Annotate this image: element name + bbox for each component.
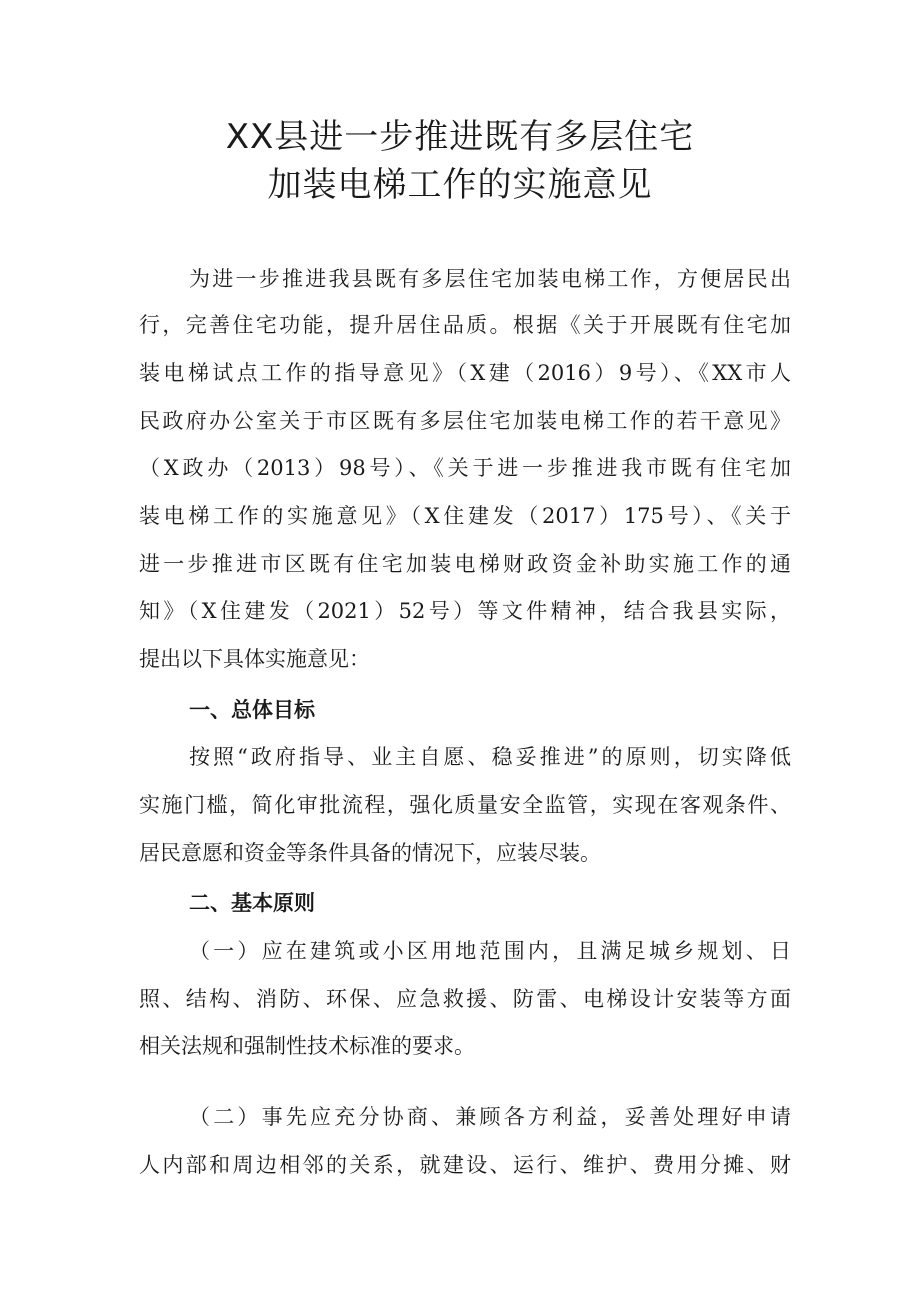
intro-line: 进一步推进市区既有住宅加装电梯财政资金补助实施工作的通 xyxy=(139,552,791,576)
section1-line: 按照“政府指导、业主自愿、稳妥推进”的原则，切实降低 xyxy=(189,745,791,769)
section2-item1-line: （一）应在建筑或小区用地范围内，且满足城乡规划、日 xyxy=(189,939,791,963)
intro-line: 民政府办公室关于市区既有多层住宅加装电梯工作的若干意见》 xyxy=(139,409,791,433)
intro-line: （X政办（2013）98号）、《关于进一步推进我市既有住宅加 xyxy=(139,456,791,480)
section1-line: 实施门槛，简化审批流程，强化质量安全监管，实现在客观条件、 xyxy=(139,793,791,817)
document-title-line-2: 加装电梯工作的实施意见 xyxy=(267,165,653,205)
intro-line: 行，完善住宅功能，提升居住品质。根据《关于开展既有住宅加 xyxy=(139,313,791,337)
intro-line: 提出以下具体实施意见： xyxy=(139,647,370,671)
intro-line: 装电梯试点工作的指导意见》（X建（2016）9号）、《XX市人 xyxy=(139,361,791,385)
section2-item2-line: 人内部和周边相邻的关系，就建设、运行、维护、费用分摊、财 xyxy=(139,1153,791,1177)
section1-line: 居民意愿和资金等条件具备的情况下，应装尽装。 xyxy=(139,841,601,865)
section2-item1-line: 照、结构、消防、环保、应急救援、防雷、电梯设计安装等方面 xyxy=(139,987,791,1011)
section-heading-overall-goal: 一、总体目标 xyxy=(189,698,315,722)
intro-line: 知》（X住建发（2021）52号）等文件精神，结合我县实际， xyxy=(139,599,791,623)
section-heading-basic-principles: 二、基本原则 xyxy=(189,891,315,915)
intro-line: 装电梯工作的实施意见》（X住建发（2017）175号）、《关于 xyxy=(139,504,791,528)
document-title-line-1: XX县进一步推进既有多层住宅 xyxy=(225,117,695,157)
intro-line: 为进一步推进我县既有多层住宅加装电梯工作，方便居民出 xyxy=(189,267,791,291)
section2-item1-line: 相关法规和强制性技术标准的要求。 xyxy=(139,1034,475,1058)
section2-item2-line: （二）事先应充分协商、兼顾各方利益，妥善处理好申请 xyxy=(189,1105,791,1129)
